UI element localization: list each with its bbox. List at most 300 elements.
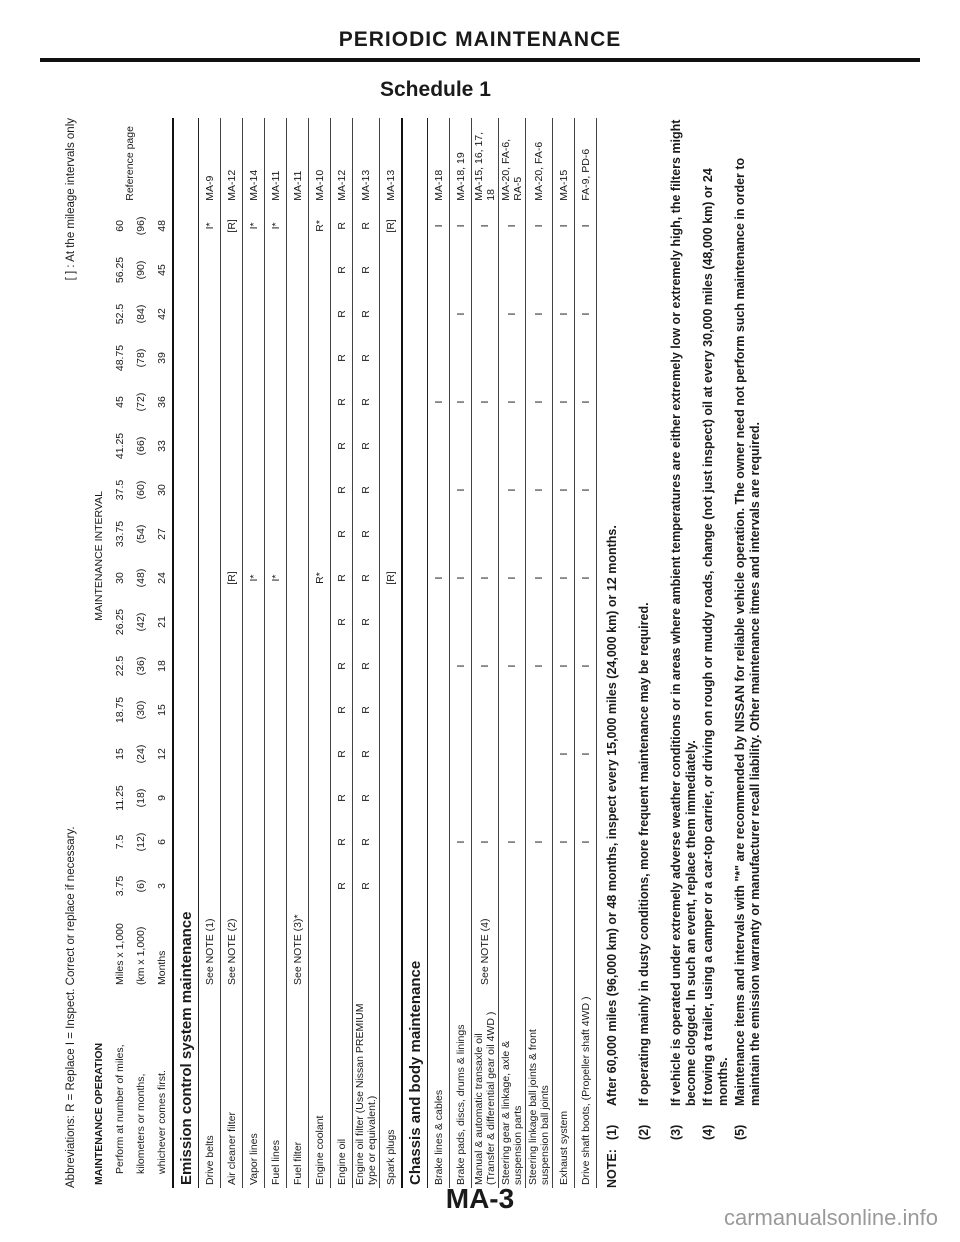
interval-cell: I xyxy=(526,644,553,688)
interval-cell: R* xyxy=(309,556,331,600)
reference-page: MA-20, FA-6, RA-5 xyxy=(499,118,526,204)
note-item xyxy=(605,118,637,1188)
interval-cell xyxy=(199,644,221,688)
interval-cell xyxy=(526,248,553,292)
interval-cell: R xyxy=(353,248,380,292)
op-header: MAINTENANCE OPERATION xyxy=(92,1042,105,1185)
interval-cell xyxy=(243,512,265,556)
interval-header: MAINTENANCE INTERVAL xyxy=(92,491,105,621)
interval-cell xyxy=(287,512,309,556)
interval-cell: I xyxy=(499,204,526,248)
interval-cell xyxy=(428,864,450,908)
maintenance-schedule-table xyxy=(88,118,597,1188)
interval-cell xyxy=(199,380,221,424)
interval-cell xyxy=(450,732,472,776)
km-value: (42) xyxy=(134,612,147,632)
note-item xyxy=(669,118,701,1188)
interval-cell xyxy=(265,864,287,908)
note-number: (3) xyxy=(669,1124,683,1140)
km-value: (18) xyxy=(134,788,147,808)
interval-cell: I xyxy=(472,204,499,248)
interval-cell xyxy=(265,512,287,556)
interval-cell: I xyxy=(472,380,499,424)
interval-cell xyxy=(221,292,243,336)
interval-cell: I xyxy=(575,468,597,512)
interval-cell: I xyxy=(499,468,526,512)
interval-cell xyxy=(575,424,597,468)
interval-cell xyxy=(380,248,403,292)
interval-cell xyxy=(428,732,450,776)
interval-cell xyxy=(221,732,243,776)
interval-cell xyxy=(380,688,403,732)
item-note xyxy=(380,908,403,988)
interval-cell: R xyxy=(353,512,380,556)
interval-cell xyxy=(199,732,221,776)
table-row xyxy=(526,118,553,1188)
interval-cell xyxy=(309,688,331,732)
interval-cell xyxy=(553,336,575,380)
interval-cell xyxy=(221,864,243,908)
interval-cell xyxy=(526,600,553,644)
interval-cell: I xyxy=(553,468,575,512)
interval-cell: I xyxy=(553,820,575,864)
item-note xyxy=(331,908,353,988)
interval-cell xyxy=(428,468,450,512)
interval-cell xyxy=(428,776,450,820)
interval-cell: I* xyxy=(265,556,287,600)
miles-value: 7.5 xyxy=(113,834,126,850)
interval-cell xyxy=(553,248,575,292)
note-text: If towing a trailer, using a camper or a car-top carrier, or driving on rough or muddy roads, change (not just inspect) oil at every 30,000 miles (48,000 km) or 24 months. xyxy=(701,168,730,1106)
miles-value: 26.25 xyxy=(113,608,126,636)
interval-cell: R xyxy=(353,468,380,512)
interval-cell xyxy=(199,556,221,600)
interval-cell: I xyxy=(575,204,597,248)
km-value: (96) xyxy=(134,216,147,236)
interval-cell xyxy=(380,776,403,820)
interval-cell xyxy=(265,644,287,688)
interval-cell xyxy=(309,644,331,688)
miles-value: 11.25 xyxy=(113,785,126,811)
interval-cell xyxy=(243,380,265,424)
header-rule xyxy=(40,58,920,62)
interval-cell xyxy=(526,336,553,380)
interval-cell: I* xyxy=(265,204,287,248)
item-label: Brake pads, discs, drums & linings xyxy=(450,988,472,1188)
interval-cell xyxy=(265,600,287,644)
interval-cell xyxy=(199,688,221,732)
item-note xyxy=(309,908,331,988)
note-item xyxy=(637,118,669,1188)
abbreviations xyxy=(60,118,82,1188)
interval-cell xyxy=(472,732,499,776)
km-value: (24) xyxy=(134,744,147,764)
interval-cell xyxy=(499,424,526,468)
table-row xyxy=(331,118,353,1188)
interval-cell xyxy=(221,776,243,820)
interval-cell xyxy=(287,468,309,512)
interval-cell: I xyxy=(553,644,575,688)
interval-cell: R xyxy=(331,776,353,820)
interval-cell: I xyxy=(499,380,526,424)
interval-cell xyxy=(243,688,265,732)
reference-page: MA-20, FA-6 xyxy=(526,118,553,204)
interval-cell: I xyxy=(450,556,472,600)
item-label: Air cleaner filter xyxy=(221,988,243,1188)
interval-cell xyxy=(526,776,553,820)
months-value: 21 xyxy=(151,600,173,644)
table-row xyxy=(243,118,265,1188)
interval-cell xyxy=(450,776,472,820)
interval-cell xyxy=(575,600,597,644)
interval-cell xyxy=(243,468,265,512)
interval-cell xyxy=(553,688,575,732)
interval-cell: I* xyxy=(199,204,221,248)
unit-label: Miles x 1,000 xyxy=(113,923,126,985)
interval-cell xyxy=(450,688,472,732)
note-text: Maintenance items and intervals with "*" are recommended by NISSAN for reliable vehicle operation. The owner need not perform such maintenance in order to maintain the emission warranty or manufacturer recall liability. Other maintenance itmes and intervals are required. xyxy=(733,157,762,1106)
item-label: Manual & automatic transaxle oil (Transfer & differential gear oil 4WD ) xyxy=(472,988,499,1188)
table-row xyxy=(287,118,309,1188)
interval-cell xyxy=(450,864,472,908)
interval-cell: I xyxy=(428,556,450,600)
km-value: (6) xyxy=(134,879,147,893)
interval-cell: I xyxy=(526,820,553,864)
interval-cell xyxy=(221,688,243,732)
interval-cell: R xyxy=(331,248,353,292)
interval-cell xyxy=(450,424,472,468)
interval-cell xyxy=(287,864,309,908)
interval-cell: I xyxy=(472,820,499,864)
interval-cell xyxy=(428,336,450,380)
interval-cell xyxy=(199,336,221,380)
interval-cell xyxy=(243,776,265,820)
months-value: 48 xyxy=(151,204,173,248)
interval-cell xyxy=(575,688,597,732)
item-label: Steering linkage ball joints & front suspension ball joints xyxy=(526,988,553,1188)
miles-value: 48.75 xyxy=(113,344,126,372)
interval-cell: I xyxy=(472,556,499,600)
miles-value: 52.5 xyxy=(113,303,126,325)
interval-cell xyxy=(499,512,526,556)
interval-cell: I xyxy=(526,468,553,512)
interval-cell xyxy=(287,380,309,424)
miles-value: 3.75 xyxy=(113,875,126,897)
interval-cell xyxy=(309,336,331,380)
miles-value: 33.75 xyxy=(113,520,126,548)
note-number: (4) xyxy=(701,1124,715,1140)
item-note: See NOTE (4) xyxy=(472,908,499,988)
months-value: 18 xyxy=(151,644,173,688)
interval-cell xyxy=(499,248,526,292)
interval-cell xyxy=(428,644,450,688)
months-value: 12 xyxy=(151,732,173,776)
interval-cell xyxy=(287,820,309,864)
km-value: (72) xyxy=(134,392,147,412)
interval-cell xyxy=(265,732,287,776)
reference-page: MA-14 xyxy=(243,118,265,204)
interval-cell xyxy=(553,776,575,820)
interval-cell xyxy=(287,556,309,600)
interval-cell xyxy=(265,424,287,468)
interval-cell xyxy=(221,512,243,556)
interval-cell: R xyxy=(331,468,353,512)
interval-cell xyxy=(287,644,309,688)
interval-cell xyxy=(199,468,221,512)
miles-value: 41.25 xyxy=(113,432,126,460)
interval-cell xyxy=(575,248,597,292)
perform-line: Perform at number of miles, xyxy=(113,1044,126,1174)
interval-cell: R xyxy=(331,292,353,336)
interval-cell xyxy=(575,864,597,908)
interval-cell xyxy=(243,600,265,644)
interval-cell xyxy=(221,468,243,512)
reference-page: MA-15, 16, 17, 18 xyxy=(472,118,499,204)
abbreviations-left: Abbreviations: R = Replace I = Inspect. Correct or replace if necessary. xyxy=(65,826,77,1188)
note-number: (2) xyxy=(637,1124,651,1140)
interval-cell: R xyxy=(331,380,353,424)
interval-cell xyxy=(199,776,221,820)
interval-cell xyxy=(265,468,287,512)
interval-cell: R xyxy=(353,292,380,336)
interval-cell: I xyxy=(428,204,450,248)
interval-cell: R xyxy=(331,864,353,908)
interval-cell: I xyxy=(575,380,597,424)
interval-cell: I xyxy=(499,644,526,688)
interval-cell xyxy=(221,380,243,424)
interval-cell xyxy=(428,600,450,644)
km-value: (36) xyxy=(134,656,147,676)
section-title: Chassis and body maintenance xyxy=(402,118,428,1188)
interval-cell: [R] xyxy=(380,556,403,600)
note-number: (1) xyxy=(605,1124,619,1140)
item-note xyxy=(575,908,597,988)
interval-cell: I xyxy=(499,820,526,864)
months-value: 3 xyxy=(151,864,173,908)
note-item xyxy=(733,118,765,1188)
interval-cell xyxy=(380,732,403,776)
interval-cell xyxy=(309,600,331,644)
interval-cell xyxy=(553,512,575,556)
item-label: Engine coolant xyxy=(309,988,331,1188)
interval-cell xyxy=(309,248,331,292)
interval-cell xyxy=(221,600,243,644)
item-note xyxy=(265,908,287,988)
interval-cell xyxy=(309,512,331,556)
interval-cell xyxy=(199,820,221,864)
interval-cell: I* xyxy=(243,204,265,248)
interval-cell xyxy=(199,512,221,556)
months-value: 24 xyxy=(151,556,173,600)
interval-cell xyxy=(243,820,265,864)
interval-cell: R* xyxy=(309,204,331,248)
interval-cell: I xyxy=(553,292,575,336)
interval-cell xyxy=(472,248,499,292)
interval-cell xyxy=(199,864,221,908)
miles-value: 22.5 xyxy=(113,655,126,677)
reference-page: MA-18, 19 xyxy=(450,118,472,204)
ref-header-cell xyxy=(88,118,173,204)
interval-cell xyxy=(499,776,526,820)
unit-label: (km x 1,000) xyxy=(134,926,147,985)
watermark: carmanualsonline.info xyxy=(723,1205,938,1230)
table-row xyxy=(499,118,526,1188)
interval-cell xyxy=(287,424,309,468)
interval-cell xyxy=(199,600,221,644)
item-note xyxy=(353,908,380,988)
interval-cell: I xyxy=(450,204,472,248)
interval-cell xyxy=(221,336,243,380)
interval-cell xyxy=(221,820,243,864)
interval-cell xyxy=(428,512,450,556)
note-number: (5) xyxy=(733,1124,747,1140)
interval-cell xyxy=(526,512,553,556)
interval-cell: I xyxy=(450,292,472,336)
item-label: Spark plugs xyxy=(380,988,403,1188)
miles-value: 45 xyxy=(113,396,126,408)
km-value: (54) xyxy=(134,524,147,544)
item-note xyxy=(243,908,265,988)
interval-cell xyxy=(265,248,287,292)
interval-cell: R xyxy=(331,336,353,380)
interval-cell xyxy=(526,424,553,468)
table-row xyxy=(575,118,597,1188)
interval-cell xyxy=(472,424,499,468)
interval-cell: [R] xyxy=(380,204,403,248)
interval-cell: R xyxy=(331,732,353,776)
interval-cell xyxy=(243,336,265,380)
table-row xyxy=(265,118,287,1188)
km-value: (30) xyxy=(134,700,147,720)
interval-cell: R xyxy=(353,380,380,424)
miles-value: 18.75 xyxy=(113,696,126,724)
interval-cell xyxy=(199,292,221,336)
months-value: 39 xyxy=(151,336,173,380)
interval-cell xyxy=(287,688,309,732)
interval-cell: I xyxy=(450,468,472,512)
interval-cell xyxy=(380,820,403,864)
interval-cell: I xyxy=(575,292,597,336)
interval-cell xyxy=(243,644,265,688)
table-row xyxy=(472,118,499,1188)
interval-cell xyxy=(243,248,265,292)
interval-cell: I xyxy=(526,556,553,600)
interval-cell xyxy=(472,292,499,336)
interval-cell xyxy=(265,688,287,732)
interval-cell: R xyxy=(353,600,380,644)
interval-cell xyxy=(309,380,331,424)
reference-page: MA-12 xyxy=(221,118,243,204)
interval-cell: R xyxy=(331,204,353,248)
table-row xyxy=(380,118,403,1188)
interval-cell: R xyxy=(353,776,380,820)
page-number: MA-3 xyxy=(445,1183,515,1214)
interval-cell: R xyxy=(331,644,353,688)
interval-cell xyxy=(472,336,499,380)
unit-label: Months xyxy=(151,908,173,988)
item-label: Steering gear & linkage, axle & suspension parts xyxy=(499,988,526,1188)
interval-cell xyxy=(265,292,287,336)
table-row xyxy=(428,118,450,1188)
interval-cell xyxy=(287,248,309,292)
interval-cell xyxy=(243,424,265,468)
interval-cell xyxy=(575,776,597,820)
reference-page: MA-12 xyxy=(331,118,353,204)
interval-cell: R xyxy=(331,424,353,468)
km-value: (60) xyxy=(134,480,147,500)
interval-cell xyxy=(265,776,287,820)
interval-cell xyxy=(553,600,575,644)
interval-cell xyxy=(472,776,499,820)
interval-cell: I* xyxy=(243,556,265,600)
interval-cell: R xyxy=(353,336,380,380)
interval-cell xyxy=(428,248,450,292)
interval-cell xyxy=(287,600,309,644)
interval-cell xyxy=(287,204,309,248)
interval-cell xyxy=(526,864,553,908)
km-value: (78) xyxy=(134,348,147,368)
interval-cell: R xyxy=(353,204,380,248)
interval-cell: [R] xyxy=(221,556,243,600)
interval-cell xyxy=(309,292,331,336)
interval-cell: I xyxy=(499,292,526,336)
table-row xyxy=(221,118,243,1188)
item-note xyxy=(526,908,553,988)
interval-cell xyxy=(472,600,499,644)
months-value: 42 xyxy=(151,292,173,336)
interval-cell xyxy=(309,820,331,864)
interval-cell xyxy=(309,732,331,776)
interval-cell: R xyxy=(331,600,353,644)
interval-cell: I xyxy=(575,732,597,776)
interval-cell: R xyxy=(331,820,353,864)
months-value: 15 xyxy=(151,688,173,732)
interval-cell xyxy=(243,732,265,776)
reference-page: MA-13 xyxy=(380,118,403,204)
interval-cell xyxy=(287,292,309,336)
item-note xyxy=(450,908,472,988)
months-value: 45 xyxy=(151,248,173,292)
interval-cell: I xyxy=(428,380,450,424)
km-value: (90) xyxy=(134,260,147,280)
reference-page: FA-9, PD-6 xyxy=(575,118,597,204)
interval-cell xyxy=(380,380,403,424)
interval-cell xyxy=(499,732,526,776)
interval-cell: I xyxy=(553,380,575,424)
perform-line: kilometers or months, xyxy=(134,1073,147,1174)
interval-cell xyxy=(499,600,526,644)
reference-page: MA-13 xyxy=(353,118,380,204)
interval-cell: I xyxy=(472,644,499,688)
interval-cell: R xyxy=(353,820,380,864)
interval-cell xyxy=(380,512,403,556)
interval-cell xyxy=(199,248,221,292)
miles-value: 30 xyxy=(113,572,126,584)
item-label: Exhaust system xyxy=(553,988,575,1188)
reference-page: MA-15 xyxy=(553,118,575,204)
section-title: Emission control system maintenance xyxy=(173,118,199,1188)
reference-page: MA-10 xyxy=(309,118,331,204)
interval-cell xyxy=(243,292,265,336)
table-row xyxy=(553,118,575,1188)
interval-cell xyxy=(553,424,575,468)
item-note xyxy=(553,908,575,988)
interval-cell: [R] xyxy=(221,204,243,248)
note-text: After 60,000 miles (96,000 km) or 48 months, inspect every 15,000 miles (24,000 km) or 12 months. xyxy=(605,525,619,1106)
interval-cell xyxy=(428,688,450,732)
interval-cell xyxy=(199,424,221,468)
notes-label: NOTE: xyxy=(605,1149,619,1188)
